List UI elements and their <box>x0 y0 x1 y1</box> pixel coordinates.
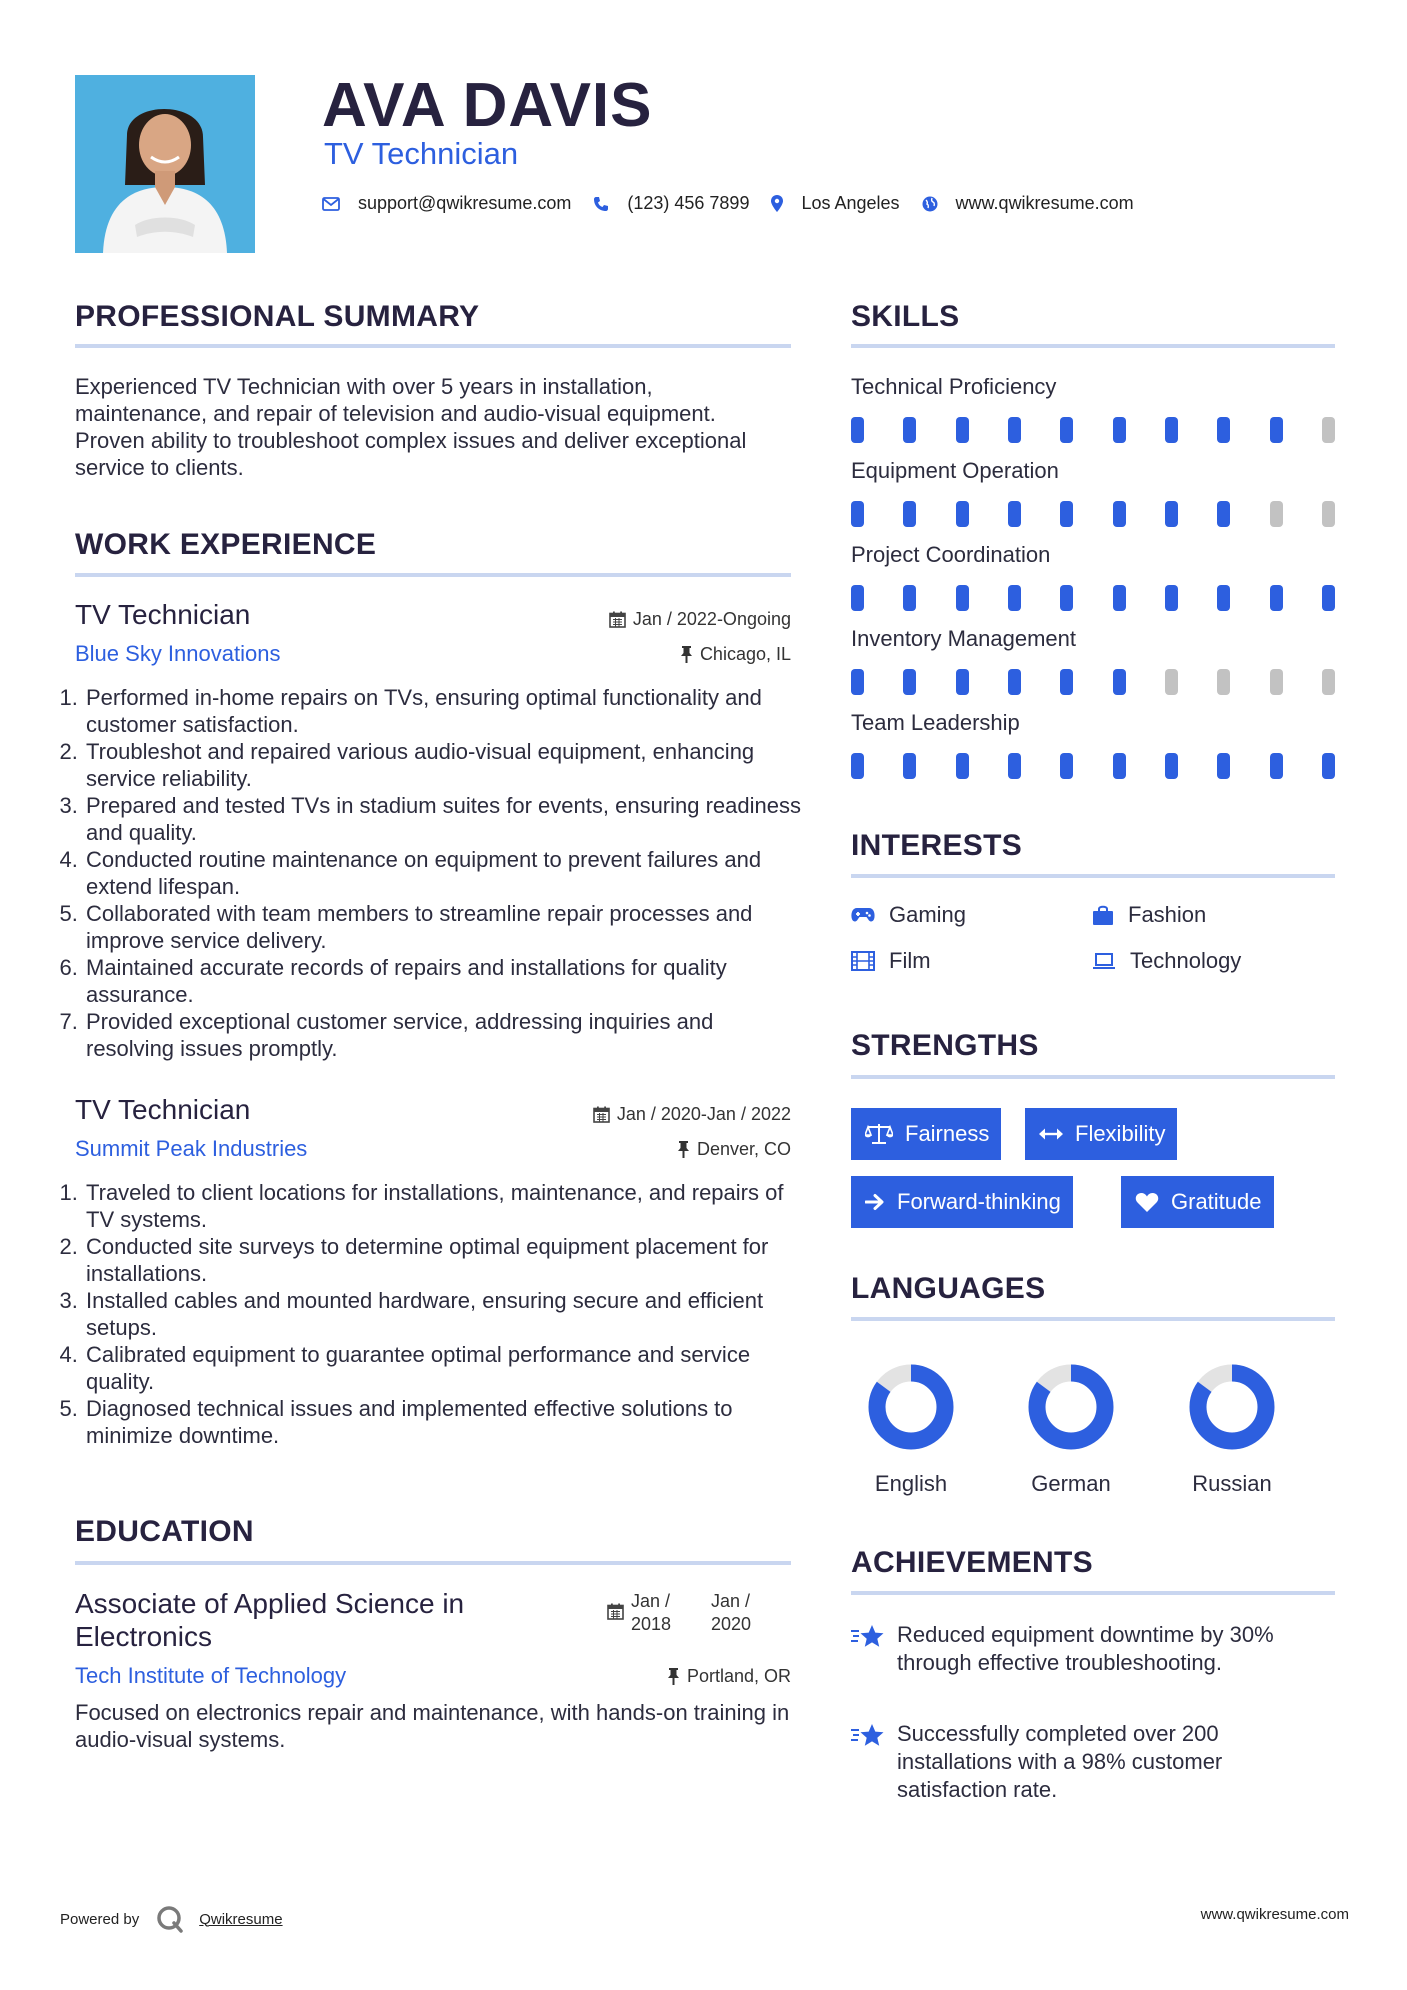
skill-dot-filled <box>1113 669 1126 695</box>
skill-dot-filled <box>903 585 916 611</box>
strength-chip-fairness <box>851 1108 1001 1160</box>
skill-dot-filled <box>903 417 916 443</box>
skill-rating <box>851 417 1335 443</box>
summary-heading: PROFESSIONAL SUMMARY <box>75 300 480 333</box>
skill-dot-filled <box>956 417 969 443</box>
skill-item <box>851 374 1335 443</box>
contact-bar <box>322 193 1156 214</box>
languages-heading: LANGUAGES <box>851 1272 1046 1305</box>
strengths-heading: STRENGTHS <box>851 1029 1039 1062</box>
candidate-role: TV Technician <box>324 136 519 171</box>
education-start: Jan / 2018 <box>631 1591 672 1634</box>
website-text: www.qwikresume.com <box>955 193 1134 213</box>
skill-dot-filled <box>903 501 916 527</box>
contact-email[interactable] <box>322 193 571 214</box>
skill-dot-empty <box>1322 501 1335 527</box>
skill-dot-filled <box>851 585 864 611</box>
interest-film <box>851 948 931 974</box>
skill-rating <box>851 753 1335 779</box>
email-text: support@qwikresume.com <box>358 193 572 213</box>
qwikresume-link[interactable]: Qwikresume <box>199 1910 283 1928</box>
language-ring <box>866 1362 956 1452</box>
skill-item <box>851 542 1335 611</box>
job-company[interactable]: Blue Sky Innovations <box>75 641 281 666</box>
arrow-right-icon <box>865 1193 885 1211</box>
job-title: TV Technician <box>75 1094 251 1125</box>
job-company[interactable]: Summit Peak Industries <box>75 1136 308 1161</box>
interest-label: Fashion <box>1128 902 1207 927</box>
skill-dot-filled <box>956 501 969 527</box>
calendar-icon <box>607 1603 624 1620</box>
experience-divider <box>75 573 791 577</box>
skill-dot-filled <box>1113 501 1126 527</box>
skill-dot-filled <box>1008 501 1021 527</box>
skill-dot-filled <box>1008 669 1021 695</box>
skill-label: Equipment Operation <box>851 458 1059 483</box>
job-dates <box>593 1104 791 1125</box>
skill-dot-filled <box>1270 753 1283 779</box>
skill-dot-filled <box>1113 585 1126 611</box>
skill-dot-filled <box>1060 417 1073 443</box>
skill-dot-filled <box>1165 417 1178 443</box>
phone-text: (123) 456 7899 <box>627 193 750 213</box>
degree-title: Associate of Applied Science in Electronics <box>75 1588 465 1652</box>
footer-powered-by <box>60 1904 283 1934</box>
skill-dot-filled <box>1165 585 1178 611</box>
skill-label: Team Leadership <box>851 710 1020 735</box>
skill-dot-filled <box>1060 585 1073 611</box>
skill-dot-filled <box>1113 417 1126 443</box>
skill-dot-filled <box>1270 417 1283 443</box>
strengths-divider <box>851 1075 1335 1079</box>
education-end: Jan / 2020 <box>711 1591 752 1634</box>
skill-rating <box>851 669 1335 695</box>
skill-dot-filled <box>903 669 916 695</box>
strength-label: Fairness <box>905 1121 990 1146</box>
interests-divider <box>851 874 1335 878</box>
skill-label: Technical Proficiency <box>851 374 1057 399</box>
job-dates-text: Jan / 2022-Ongoing <box>632 609 791 629</box>
arrows-horizontal-icon <box>1039 1127 1063 1141</box>
strength-chip-gratitude <box>1121 1176 1274 1228</box>
skill-dot-filled <box>1217 753 1230 779</box>
strength-chip-forward-thinking <box>851 1176 1073 1228</box>
education-dates <box>607 1590 769 1636</box>
skill-dot-filled <box>851 669 864 695</box>
achievements-divider <box>851 1591 1335 1595</box>
shopping-bag-icon <box>1092 905 1114 925</box>
contact-website[interactable] <box>922 193 1134 214</box>
skill-dot-filled <box>956 669 969 695</box>
star-icon <box>851 1623 885 1651</box>
skill-dot-filled <box>903 753 916 779</box>
skill-label: Inventory Management <box>851 626 1077 651</box>
pushpin-icon <box>677 1141 690 1158</box>
skill-dot-filled <box>1060 501 1073 527</box>
job-duties-list <box>67 1179 804 1449</box>
skill-dot-filled <box>1165 501 1178 527</box>
language-label: English <box>874 1471 948 1496</box>
skill-dot-filled <box>1322 585 1335 611</box>
language-label: German <box>1031 1471 1111 1496</box>
achievement-item <box>851 1621 1335 1677</box>
list-item: 6. Maintained accurate records of repairs and installations for quality assurance. <box>84 954 804 1008</box>
job-location-text: Chicago, IL <box>699 644 791 664</box>
strength-label: Gratitude <box>1171 1189 1262 1214</box>
list-item: 3. Installed cables and mounted hardware, ensuring secure and efficient setups. <box>84 1287 804 1341</box>
languages-divider <box>851 1317 1335 1321</box>
summary-divider <box>75 344 791 348</box>
skill-dot-filled <box>1113 753 1126 779</box>
list-item: 1. Performed in-home repairs on TVs, ensuring optimal functionality and customer satisfaction. <box>84 684 804 738</box>
skills-divider <box>851 344 1335 348</box>
list-item: 7. Provided exceptional customer service, addressing inquiries and resolving issues promptly. <box>84 1008 804 1062</box>
list-item: 1. Traveled to client locations for installations, maintenance, and repairs of TV systems. <box>84 1179 804 1233</box>
calendar-icon <box>593 1106 610 1123</box>
skill-dot-filled <box>1060 753 1073 779</box>
skill-dot-filled <box>1217 501 1230 527</box>
skill-dot-filled <box>851 753 864 779</box>
language-ring <box>1026 1362 1116 1452</box>
achievements-heading: ACHIEVEMENTS <box>851 1546 1093 1579</box>
experience-heading: WORK EXPERIENCE <box>75 528 377 561</box>
education-heading: EDUCATION <box>75 1515 254 1548</box>
language-item <box>1167 1362 1297 1497</box>
skill-item <box>851 458 1335 527</box>
education-location-text: Portland, OR <box>686 1666 791 1686</box>
skill-dot-filled <box>1165 753 1178 779</box>
job-duties-list <box>67 684 804 1062</box>
job-title: TV Technician <box>75 599 251 630</box>
skill-dot-filled <box>1008 585 1021 611</box>
interest-label: Technology <box>1130 948 1242 973</box>
list-item: 5. Diagnosed technical issues and implemented effective solutions to minimize downtime. <box>84 1395 804 1449</box>
skill-label: Project Coordination <box>851 542 1051 567</box>
education-description: Focused on electronics repair and maintenance, with hands-on training in audio-visual systems. <box>75 1700 790 1752</box>
footer-website[interactable]: www.qwikresume.com <box>1200 1906 1349 1923</box>
language-item <box>846 1362 976 1497</box>
skill-dot-filled <box>1008 417 1021 443</box>
film-icon <box>851 951 875 971</box>
interest-technology <box>1092 948 1241 974</box>
job-location <box>680 644 791 665</box>
envelope-icon <box>322 197 340 211</box>
skill-dot-filled <box>1217 417 1230 443</box>
calendar-icon <box>609 611 626 628</box>
skill-dot-empty <box>1270 501 1283 527</box>
skill-dot-empty <box>1322 669 1335 695</box>
balance-scale-icon <box>865 1123 893 1145</box>
globe-icon <box>922 196 938 212</box>
contact-phone[interactable] <box>593 193 749 214</box>
job-location <box>677 1139 791 1160</box>
phone-icon <box>593 196 609 212</box>
summary-text: Experienced TV Technician with over 5 years in installation, maintenance, and repair of television and audio-visual equipment. Proven ability to troubleshoot complex issues and deliver exceptional service to clients. <box>75 374 747 480</box>
skill-dot-filled <box>1060 669 1073 695</box>
person-portrait-icon <box>75 75 255 253</box>
skill-dot-filled <box>851 417 864 443</box>
interest-gaming <box>851 902 966 928</box>
skill-item <box>851 710 1335 779</box>
skill-item <box>851 626 1335 695</box>
list-item: 5. Collaborated with team members to streamline repair processes and improve service delivery. <box>84 900 804 954</box>
skill-dot-empty <box>1270 669 1283 695</box>
pushpin-icon <box>667 1668 680 1685</box>
skill-rating <box>851 585 1335 611</box>
interest-label: Gaming <box>889 902 967 927</box>
location-text: Los Angeles <box>801 193 900 213</box>
candidate-name: AVA DAVIS <box>322 71 653 140</box>
skill-dot-filled <box>1217 585 1230 611</box>
pushpin-icon <box>680 646 693 663</box>
achievement-item <box>851 1720 1335 1804</box>
list-item: 4. Calibrated equipment to guarantee optimal performance and service quality. <box>84 1341 804 1395</box>
star-icon <box>851 1722 885 1750</box>
skill-rating <box>851 501 1335 527</box>
skills-heading: SKILLS <box>851 300 960 333</box>
profile-photo <box>75 75 255 253</box>
language-ring <box>1187 1362 1277 1452</box>
school-name[interactable]: Tech Institute of Technology <box>75 1663 347 1688</box>
map-pin-icon <box>771 195 783 212</box>
interest-fashion <box>1092 902 1206 928</box>
skill-dot-filled <box>956 585 969 611</box>
skill-dot-filled <box>851 501 864 527</box>
interests-heading: INTERESTS <box>851 829 1023 862</box>
contact-location <box>771 193 899 214</box>
skill-dot-filled <box>1322 753 1335 779</box>
skill-dot-empty <box>1217 669 1230 695</box>
gamepad-icon <box>851 907 875 923</box>
heart-icon <box>1135 1192 1159 1213</box>
strength-label: Flexibility <box>1075 1121 1166 1146</box>
achievement-text: Reduced equipment downtime by 30% through effective troubleshooting. <box>897 1622 1274 1675</box>
list-item: 2. Troubleshot and repaired various audio-visual equipment, enhancing service reliability. <box>84 738 804 792</box>
language-item <box>1006 1362 1136 1497</box>
education-location <box>667 1666 791 1687</box>
strength-label: Forward-thinking <box>897 1189 1061 1214</box>
laptop-icon <box>1092 952 1116 970</box>
powered-by-label: Powered by <box>60 1910 140 1928</box>
job-location-text: Denver, CO <box>696 1139 791 1159</box>
achievement-text: Successfully completed over 200 installations with a 98% customer satisfaction rate. <box>897 1721 1223 1802</box>
language-label: Russian <box>1192 1471 1272 1496</box>
list-item: 3. Prepared and tested TVs in stadium suites for events, ensuring readiness and quality. <box>84 792 804 846</box>
list-item: 4. Conducted routine maintenance on equipment to prevent failures and extend lifespan. <box>84 846 804 900</box>
education-divider <box>75 1561 791 1565</box>
list-item: 2. Conducted site surveys to determine optimal equipment placement for installations. <box>84 1233 804 1287</box>
skill-dot-filled <box>1008 753 1021 779</box>
job-dates <box>609 609 791 630</box>
skill-dot-filled <box>956 753 969 779</box>
strength-chip-flexibility <box>1025 1108 1177 1160</box>
interest-label: Film <box>889 948 931 973</box>
skill-dot-empty <box>1322 417 1335 443</box>
qwikresume-logo-icon <box>155 1904 185 1934</box>
skill-dot-empty <box>1165 669 1178 695</box>
job-dates-text: Jan / 2020-Jan / 2022 <box>616 1104 791 1124</box>
skill-dot-filled <box>1270 585 1283 611</box>
